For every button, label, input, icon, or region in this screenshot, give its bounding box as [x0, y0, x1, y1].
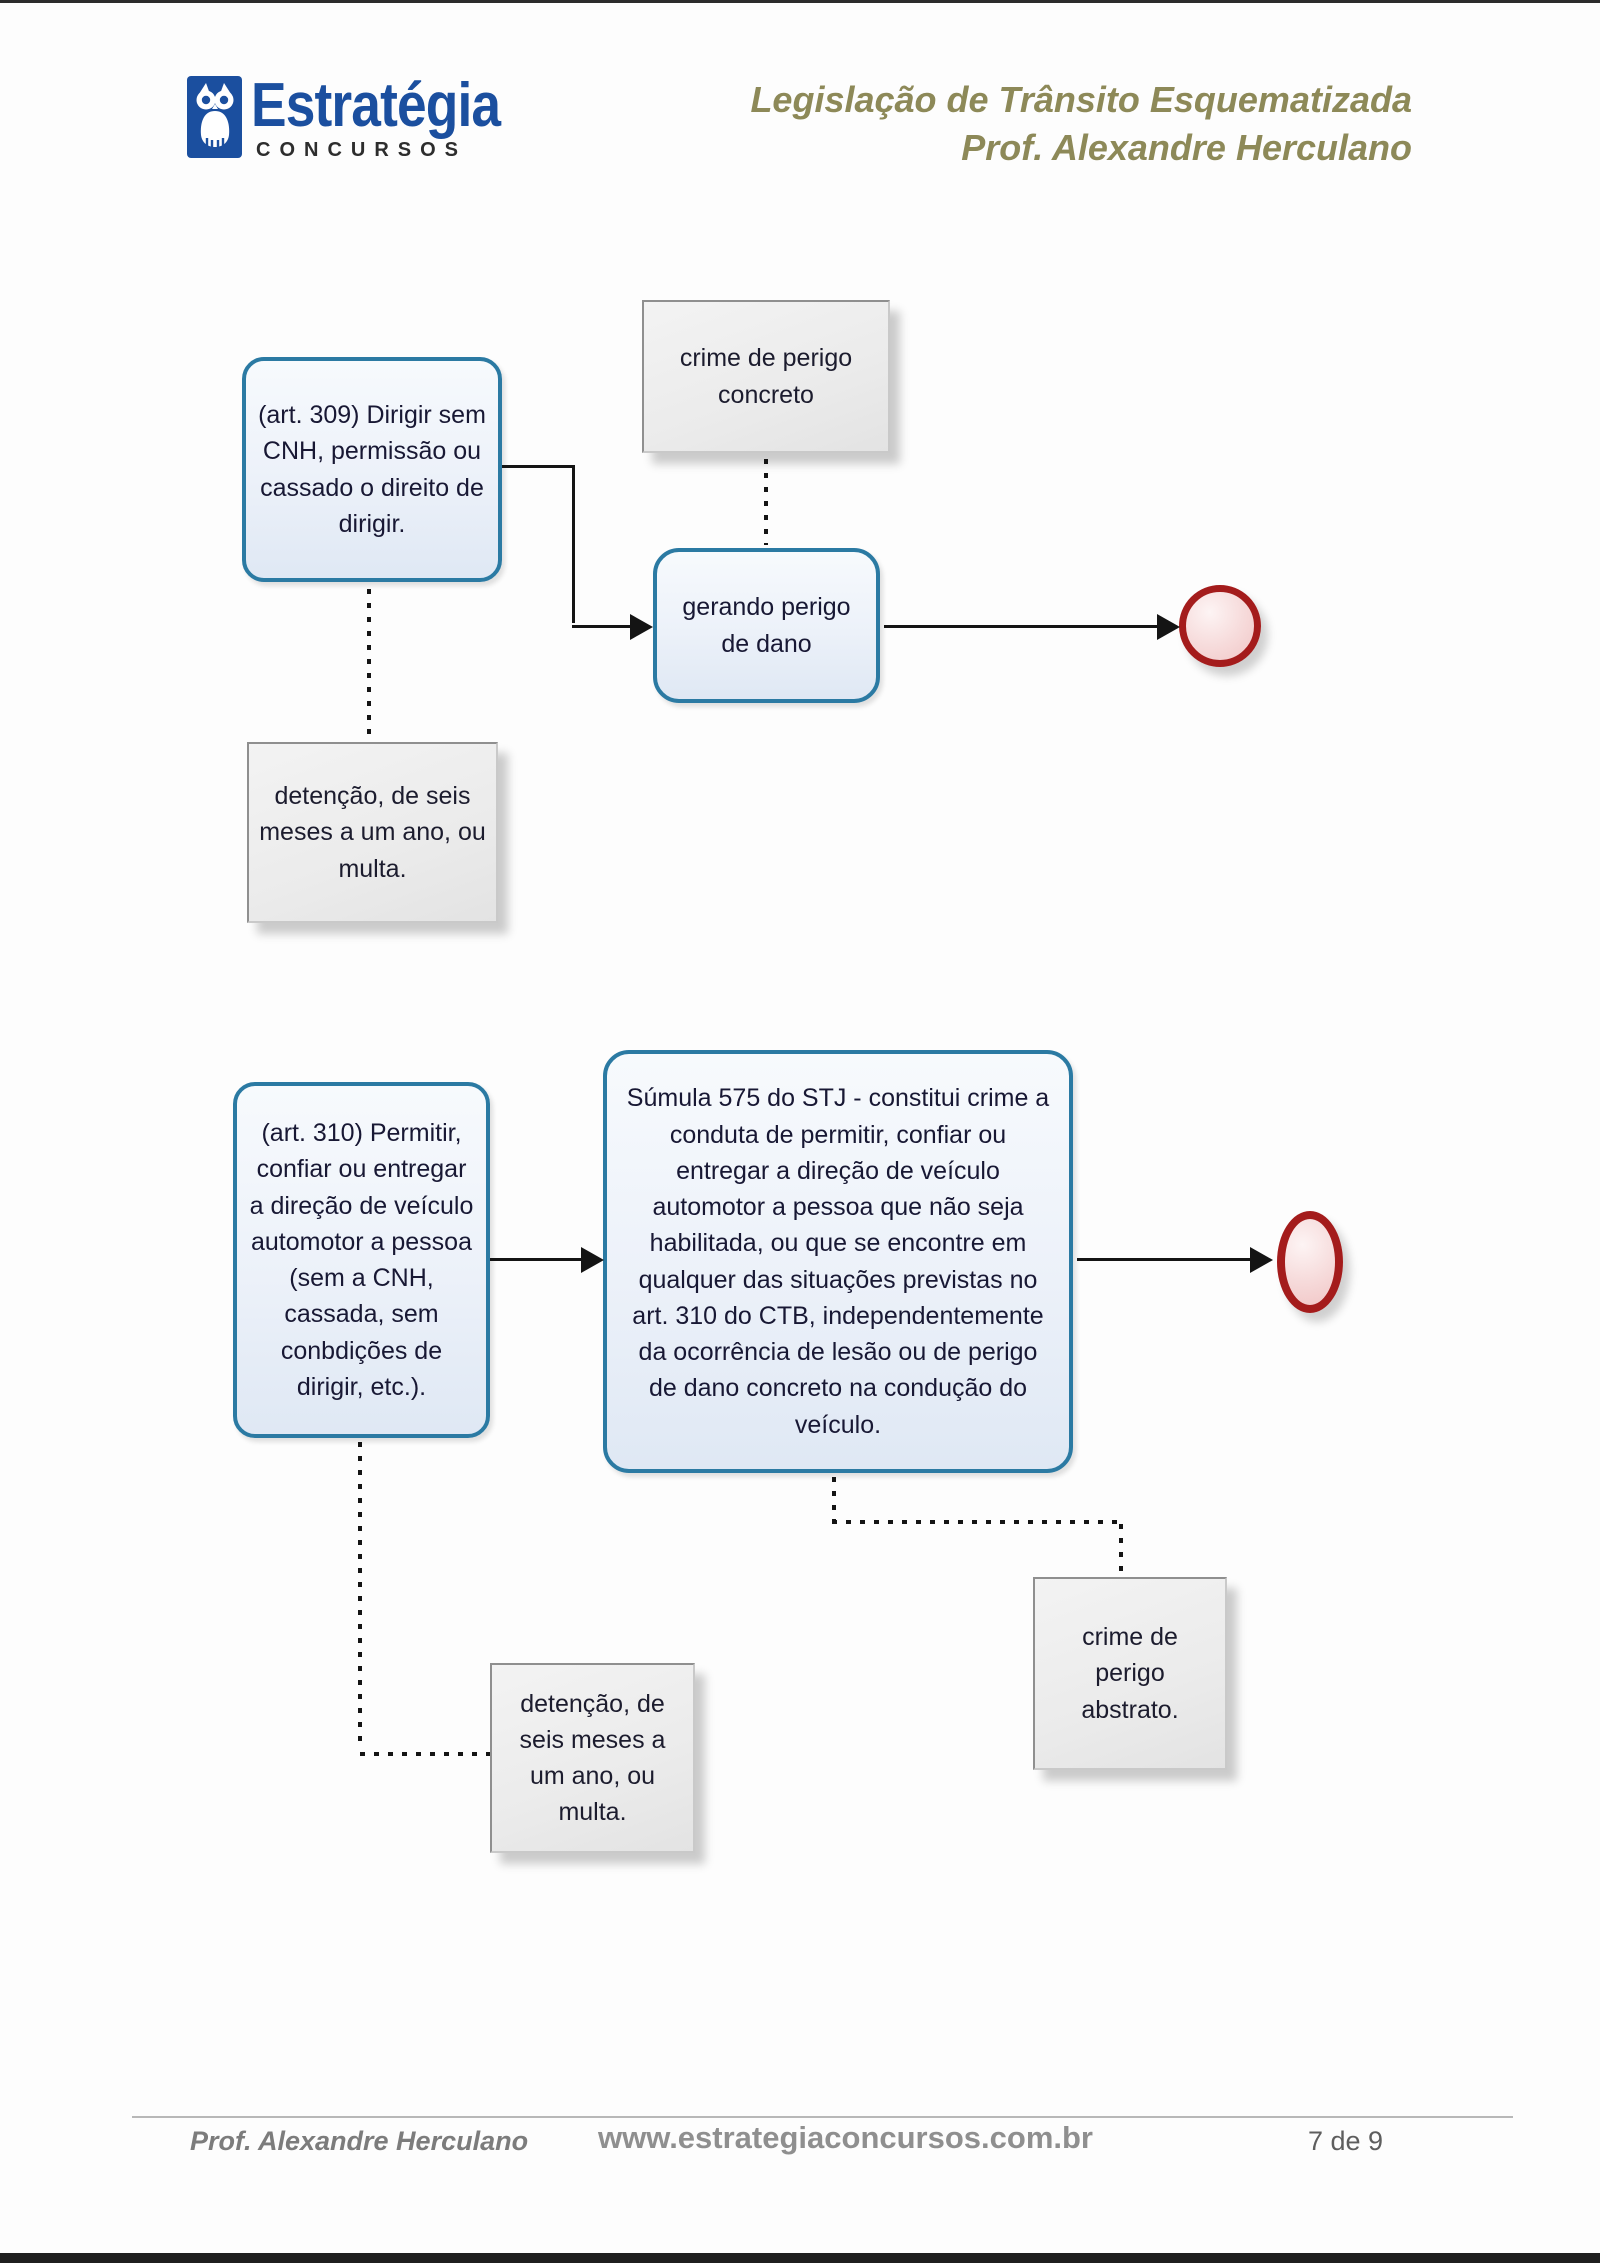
footer-separator: [132, 2116, 1513, 2118]
connector-sumula-end: [1077, 1258, 1252, 1261]
dotted-connector-sumula-abstrato-seg1: [832, 1477, 836, 1521]
connector-art309-gerando-seg3: [572, 625, 632, 628]
task-gerando-perigo: [653, 548, 880, 703]
note-detencao-1-label: detenção, de seis meses a um ano, ou multa.: [259, 782, 486, 883]
end-event-circle: [1179, 585, 1261, 667]
dotted-connector-concreto-gerando: [764, 459, 768, 545]
arrowhead-icon: [630, 614, 653, 640]
note-crime-perigo-abstrato: [1033, 1577, 1227, 1770]
task-art309-label: (art. 309) Dirigir sem CNH, permissão ou cassado o direito de dirigir.: [258, 401, 486, 538]
note-detencao-2: [490, 1663, 695, 1853]
task-sumula-575-label: Súmula 575 do STJ - constitui crime a conduta de permitir, confiar ou entregar a direção de veículo automotor a pessoa que não seja habilitada, ou que se encontre em qualquer das situações previstas no art. 310 do CTB, independentemente da ocorrência de lesão ou de perigo de dano concreto na condução do veículo.: [626, 1084, 1050, 1439]
header-professor: Prof. Alexandre Herculano: [961, 127, 1412, 168]
footer-professor: Prof. Alexandre Herculano: [190, 2126, 529, 2156]
connector-gerando-end: [884, 625, 1159, 628]
connector-art309-gerando-seg1: [502, 465, 575, 468]
footer-website-link[interactable]: www.estrategiaconcursos.com.br: [598, 2120, 1094, 2155]
dotted-connector-art309-detencao: [367, 589, 371, 739]
course-title: Legislação de Trânsito Esquematizada: [750, 79, 1412, 120]
note-crime-perigo-abstrato-label: crime de perigo abstrato.: [1081, 1623, 1179, 1724]
brand-name: Estratégia: [251, 71, 501, 140]
page-bottom-border: [0, 2253, 1600, 2263]
connector-art309-gerando-seg2: [572, 465, 575, 623]
arrowhead-icon: [1157, 614, 1180, 640]
task-art310: [233, 1082, 490, 1438]
task-sumula-575: [603, 1050, 1073, 1473]
footer-page-indicator: 7 de 9: [1308, 2126, 1384, 2156]
arrowhead-icon: [1250, 1247, 1273, 1273]
task-art309: [242, 357, 502, 582]
connector-art310-sumula: [490, 1258, 583, 1261]
dotted-connector-sumula-abstrato-seg3: [1119, 1524, 1123, 1577]
arrowhead-icon: [581, 1247, 604, 1273]
owl-icon: [193, 80, 237, 155]
brand-tagline: CONCURSOS: [256, 139, 468, 161]
task-art310-label: (art. 310) Permitir, confiar ou entregar a direção de veículo automotor a pessoa (sem a CNH, cassada, sem conbdições de dirigir, etc.).: [249, 1119, 474, 1401]
header-title-block: [750, 76, 1412, 172]
dotted-connector-art310-detencao-seg1: [358, 1442, 362, 1750]
task-gerando-perigo-label: gerando perigo de dano: [682, 593, 851, 658]
note-detencao-1: [247, 742, 498, 923]
note-crime-perigo-concreto: [642, 300, 890, 453]
dotted-connector-sumula-abstrato-seg2: [832, 1520, 1123, 1524]
note-detencao-2-label: detenção, de seis meses a um ano, ou multa.: [519, 1689, 666, 1827]
page-top-border: [0, 0, 1600, 3]
estrategia-logo: [187, 76, 242, 158]
note-crime-perigo-concreto-label: crime de perigo concreto: [679, 344, 853, 409]
dotted-connector-art310-detencao-seg2: [360, 1752, 490, 1756]
end-event-ellipse: [1277, 1211, 1343, 1313]
